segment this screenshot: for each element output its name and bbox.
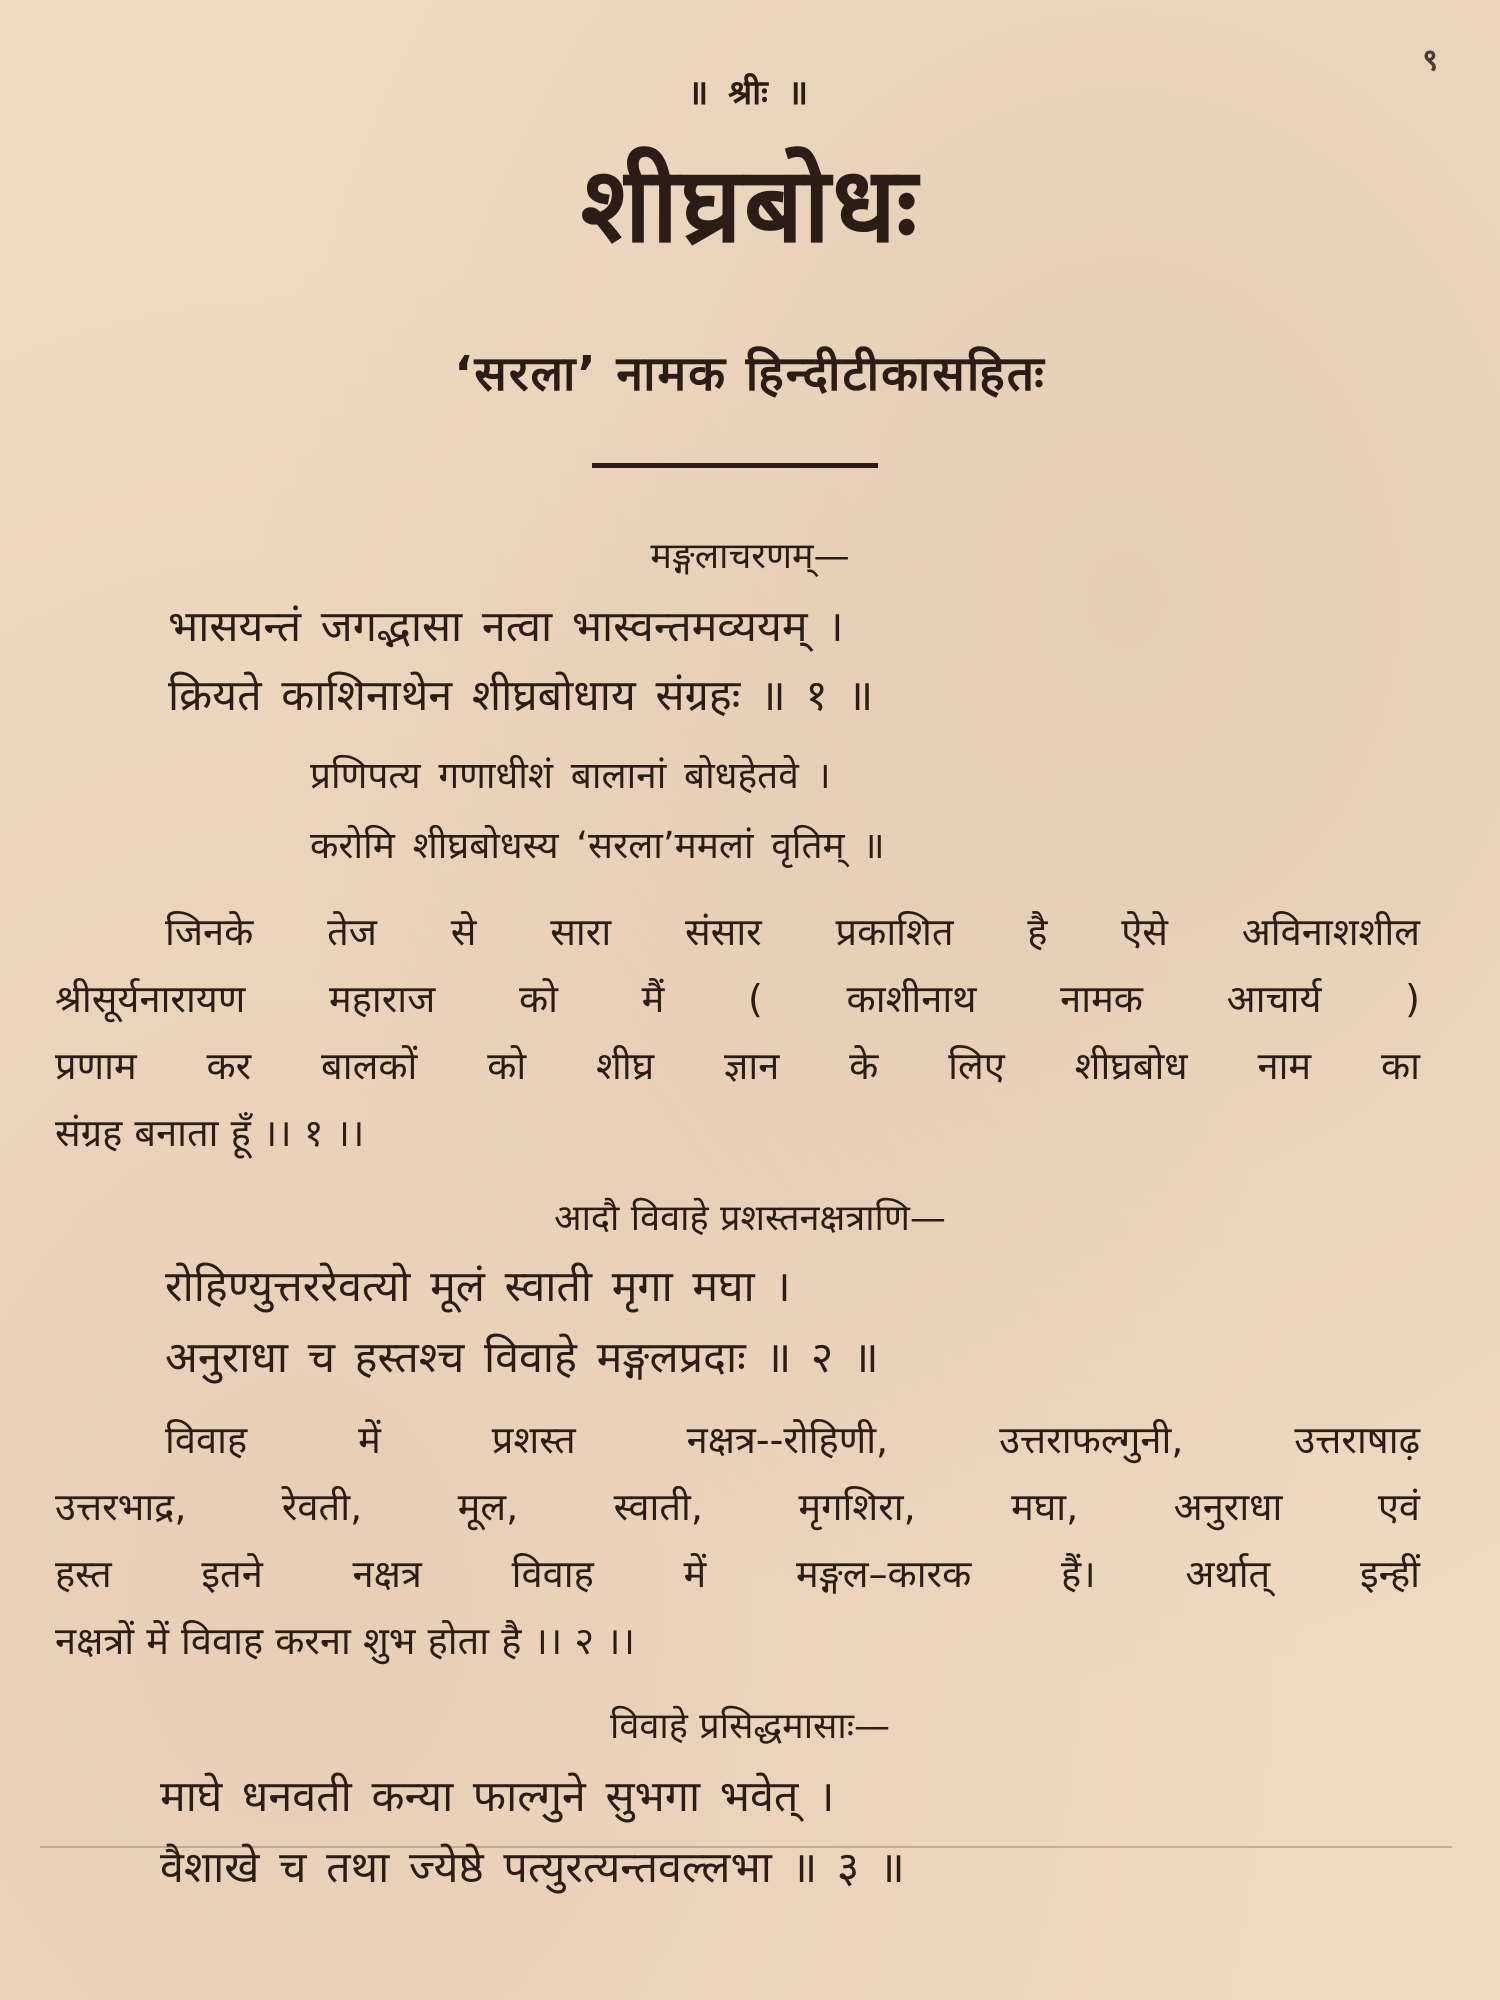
commentary-line: प्रणाम कर बालकों को शीघ्र ज्ञान के लिए शीघ्रबोध नाम का bbox=[55, 1044, 1420, 1088]
verse-line: भासयन्तं जगद्भासा नत्वा भास्वन्तमव्ययम् । bbox=[168, 602, 844, 652]
commentary-line: जिनके तेज से सारा संसार प्रकाशित है ऐसे अविनाशशील bbox=[165, 910, 1420, 954]
verse-line: रोहिण्युत्तररेवत्यो मूलं स्वाती मृगा मघा । bbox=[165, 1262, 791, 1312]
verse-line: माघे धनवती कन्या फाल्गुने सुभगा भवेत् । bbox=[160, 1772, 835, 1822]
section-heading: मङ्गलाचरणम्— bbox=[650, 536, 850, 577]
commentary-line: संग्रह बनाता हूँ ।। १ ।। bbox=[55, 1111, 365, 1155]
page-number: ९ bbox=[1422, 43, 1438, 78]
book-subtitle: ‘सरला’ नामक हिन्दीटीकासहितः bbox=[454, 346, 1046, 402]
commentary-line: नक्षत्रों में विवाह करना शुभ होता है ।। २ ।। bbox=[55, 1619, 635, 1663]
verse-line: प्रणिपत्य गणाधीशं बालानां बोधहेतवे । bbox=[310, 754, 831, 797]
verse-line: क्रियते काशिनाथेन शीघ्रबोधाय संग्रहः ॥ १ ॥ bbox=[168, 671, 874, 721]
commentary-line: श्रीसूर्यनारायण महाराज को मैं ( काशीनाथ नामक आचार्य ) bbox=[55, 977, 1420, 1021]
section-heading: विवाहे प्रसिद्धमासाः— bbox=[610, 1706, 890, 1747]
verse-line: करोमि शीघ्रबोधस्य ‘सरला’ममलां वृतिम् ॥ bbox=[310, 824, 885, 867]
title-divider bbox=[592, 463, 878, 468]
book-title: शीघ्रबोधः bbox=[580, 144, 920, 266]
section-heading: आदौ विवाहे प्रशस्तनक्षत्राणि— bbox=[554, 1198, 946, 1239]
commentary-line: विवाह में प्रशस्त नक्षत्र--रोहिणी, उत्तराफल्गुनी, उत्तराषाढ़ bbox=[165, 1418, 1420, 1462]
commentary-line: उत्तरभाद्र, रेवती, मूल, स्वाती, मृगशिरा, मघा, अनुराधा एवं bbox=[55, 1485, 1420, 1529]
invocation: ॥ श्रीः ॥ bbox=[687, 73, 813, 113]
commentary-line: हस्त इतने नक्षत्र विवाह में मङ्गल–कारक हैं। अर्थात् इन्हीं bbox=[55, 1552, 1420, 1596]
verse-line: अनुराधा च हस्तश्च विवाहे मङ्गलप्रदाः ॥ २ ॥ bbox=[165, 1333, 879, 1383]
verse-line: वैशाखे च तथा ज्येष्ठे पत्युरत्यन्तवल्लभा ॥ ३ ॥ bbox=[160, 1843, 905, 1893]
